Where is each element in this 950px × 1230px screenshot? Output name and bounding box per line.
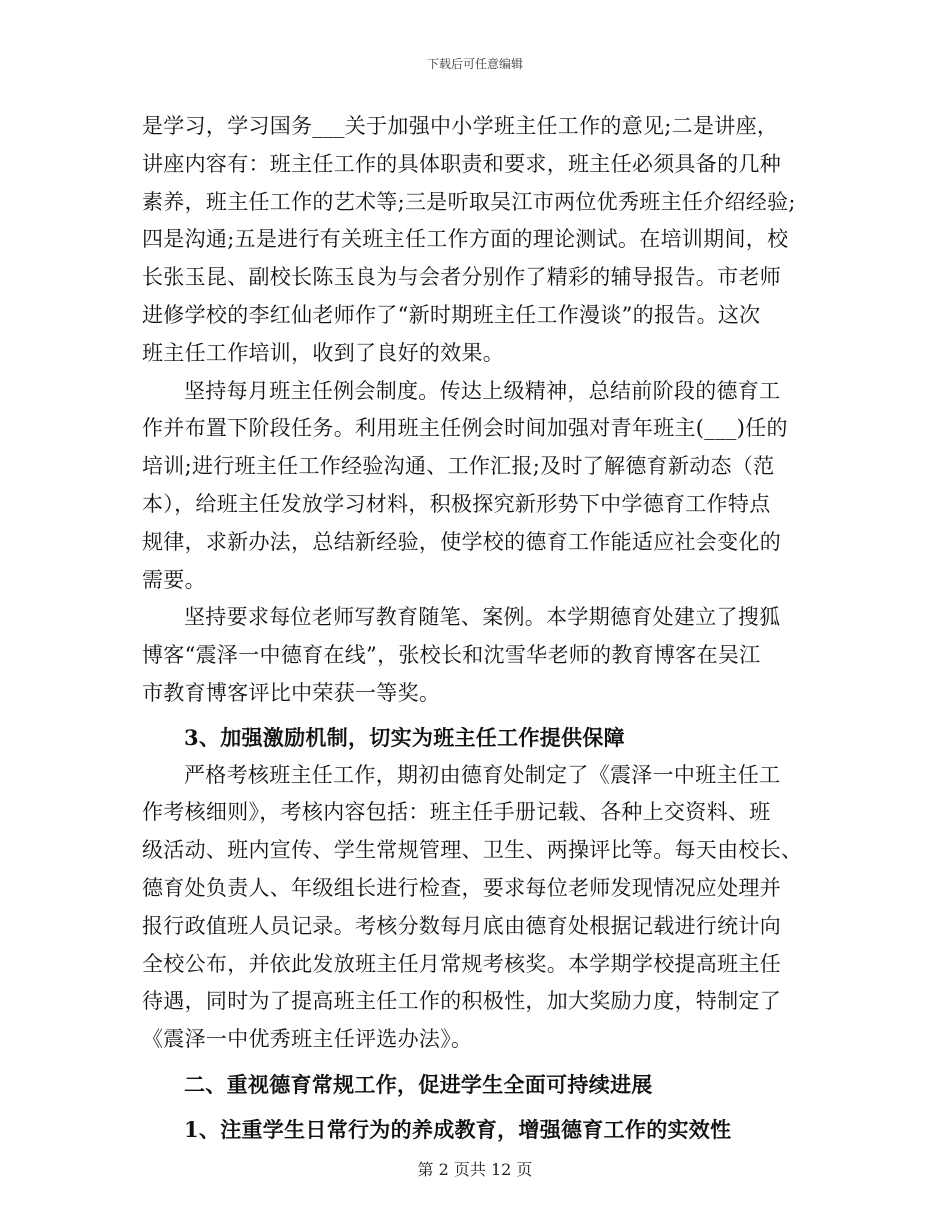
- section-heading: 二、重视德育常规工作，促进学生全面可持续进展: [184, 1071, 653, 1097]
- body-line: 报行政值班人员记录。考核分数每月底由德育处根据记载进行统计向: [142, 913, 781, 938]
- document-body: [142, 108, 814, 1149]
- section-heading: 3、加强激励机制，切实为班主任工作提供保障: [184, 724, 625, 750]
- paragraph-start: 坚持每月班主任例会制度。传达上级精神，总结前阶段的德育工: [184, 378, 781, 403]
- body-line: 博客“震泽一中德育在线”，张校长和沈雪华老师的教育博客在吴江: [142, 643, 761, 668]
- page-footer: 第 2 页共 12 页: [417, 1160, 533, 1179]
- body-line: 全校公布，并依此发放班主任月常规考核奖。本学期学校提高班主任: [142, 951, 781, 976]
- body-line: 本），给班主任发放学习材料，积极探究新形势下中学德育工作特点: [142, 491, 771, 516]
- body-line: 级活动、班内宣传、学生常规管理、卫生、两操评比等。每天由校长、: [142, 838, 803, 863]
- body-line: 德育处负责人、年级组长进行检查，要求每位老师发现情况应处理并: [142, 875, 781, 900]
- body-line: 市教育博客评比中荣获一等奖。: [142, 680, 441, 705]
- paragraph-start: 严格考核班主任工作，期初由德育处制定了《震泽一中班主任工: [184, 762, 781, 787]
- subsection-heading: 1、注重学生日常行为的养成教育，增强德育工作的实效性: [184, 1116, 732, 1142]
- body-line: 讲座内容有：班主任工作的具体职责和要求，班主任必须具备的几种: [142, 151, 781, 176]
- page-header: 下载后可任意编辑: [426, 57, 523, 71]
- body-line: 需要。: [142, 567, 206, 592]
- body-line: 长张玉昆、副校长陈玉良为与会者分别作了精彩的辅导报告。市老师: [142, 265, 781, 290]
- body-line: 进修学校的李红仙老师作了“新时期班主任工作漫谈”的报告。这次: [142, 302, 761, 327]
- body-line: 作并布置下阶段任务。利用班主任例会时间加强对青年班主(___)任的: [142, 416, 788, 441]
- body-line: 待遇，同时为了提高班主任工作的积极性，加大奖励力度，特制定了: [142, 989, 781, 1014]
- body-line: 作考核细则》，考核内容包括：班主任手册记载、各种上交资料、班: [142, 800, 771, 825]
- body-line: 班主任工作培训，收到了良好的效果。: [142, 340, 505, 365]
- body-line: 是学习，学习国务___关于加强中小学班主任工作的意见;二是讲座，: [142, 114, 779, 138]
- body-line: 培训;进行班主任工作经验沟通、工作汇报;及时了解德育新动态（范: [142, 454, 775, 479]
- body-line: 四是沟通;五是进行有关班主任工作方面的理论测试。在培训期间，校: [142, 227, 789, 252]
- paragraph-start: 坚持要求每位老师写教育随笔、案例。本学期德育处建立了搜狐: [184, 605, 781, 630]
- body-line: 《震泽一中优秀班主任评选办法》。: [142, 1027, 473, 1052]
- body-line: 规律，求新办法，总结新经验，使学校的德育工作能适应社会变化的: [142, 529, 781, 554]
- body-line: 素养，班主任工作的艺术等;三是听取吴江市两位优秀班主任介绍经验;: [142, 189, 796, 214]
